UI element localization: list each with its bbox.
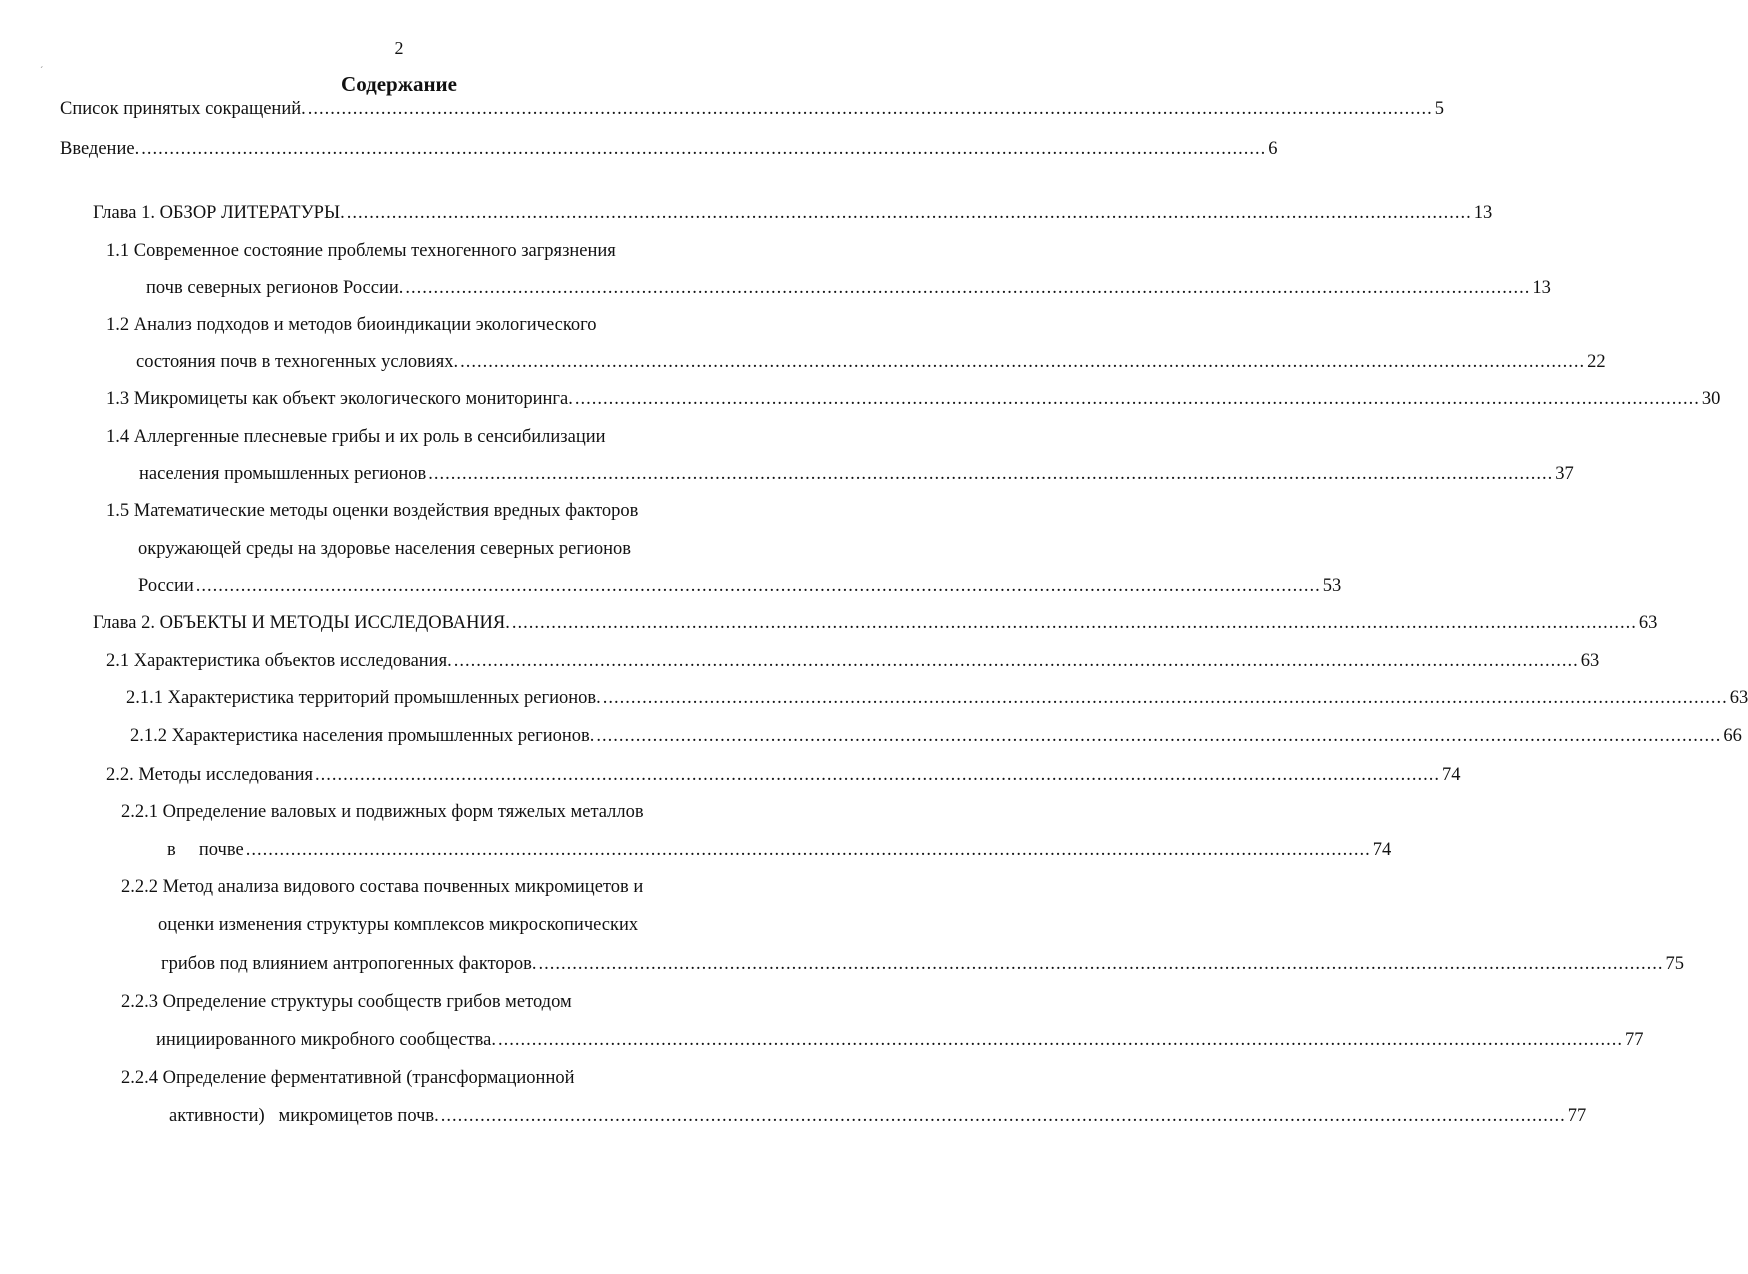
toc-entry-2-2-3[interactable]: [156, 1029, 1644, 1051]
toc-leader: ........................................................................................................................................................................................................: [497, 1030, 1623, 1050]
toc-entry-text: 2.2. Методы исследования: [106, 765, 314, 785]
toc-leader: ........................................................................................................................................................................................................: [195, 576, 1321, 596]
toc-entry-text: Глава 2. ОБЪЕКТЫ И МЕТОДЫ ИССЛЕДОВАНИЯ.: [93, 613, 510, 633]
toc-entry-text: 2.1.2 Характеристика населения промышленных регионов.: [130, 726, 595, 746]
toc-leader: ........................................................................................................................................................................................................: [405, 278, 1531, 298]
toc-entry-1-1-line1: 1.1 Современное состояние проблемы техногенного загрязнения: [106, 241, 616, 261]
toc-entry-text: в почве: [167, 840, 244, 860]
toc-entry-2-2-3-line1: 2.2.3 Определение структуры сообществ грибов методом: [121, 992, 572, 1012]
toc-entry-text: России: [138, 576, 194, 596]
toc-page: 66: [1723, 726, 1742, 746]
toc-entry-2-2-2-line2: оценки изменения структуры комплексов микроскопических: [158, 915, 639, 935]
toc-entry-1-5[interactable]: [138, 575, 1342, 597]
toc-leader: ........................................................................................................................................................................................................: [428, 464, 1554, 484]
toc-entry-text: населения промышленных регионов: [139, 464, 427, 484]
toc-entry-2-2-2[interactable]: [161, 953, 1685, 975]
toc-entry-text: почв северных регионов России.: [146, 278, 404, 298]
scan-mark: ´: [40, 66, 44, 77]
toc-leader: ........................................................................................................................................................................................................: [460, 352, 1586, 372]
toc-page: 5: [1434, 99, 1445, 119]
toc-entry-abbreviations[interactable]: [60, 98, 1445, 120]
toc-entry-2-1-2[interactable]: [130, 725, 1742, 747]
toc-page: 75: [1665, 954, 1685, 974]
toc-entry-text: активности) микромицетов почв.: [169, 1106, 439, 1126]
toc-page: 63: [1638, 613, 1658, 633]
toc-entry-1-2-line1: 1.2 Анализ подходов и методов биоиндикации экологического: [106, 315, 597, 335]
toc-entry-2-2[interactable]: [106, 764, 1461, 786]
toc-entry-2-2-2-line1: 2.2.2 Метод анализа видового состава почвенных микромицетов и: [121, 877, 644, 897]
toc-leader: ........................................................................................................................................................................................................: [574, 389, 1700, 409]
toc-entry-text: 1.3 Микромицеты как объект экологического мониторинга.: [106, 389, 573, 409]
toc-entry-1-2[interactable]: [136, 351, 1606, 373]
page-title: Содержание: [341, 72, 457, 96]
toc-page: 13: [1532, 278, 1551, 298]
page-number: 2: [394, 38, 404, 58]
toc-leader: ........................................................................................................................................................................................................: [307, 99, 1433, 119]
toc-page: 6: [1268, 139, 1278, 159]
toc-leader: ........................................................................................................................................................................................................: [602, 688, 1728, 708]
toc-page: 74: [1442, 765, 1461, 785]
toc-leader: ........................................................................................................................................................................................................: [538, 954, 1664, 974]
toc-page: 37: [1555, 464, 1574, 484]
toc-entry-2-2-1-line1: 2.2.1 Определение валовых и подвижных форм тяжелых металлов: [121, 802, 644, 822]
toc-leader: ........................................................................................................................................................................................................: [453, 651, 1579, 671]
toc-leader: ........................................................................................................................................................................................................: [315, 765, 1441, 785]
toc-entry-1-5-line2: окружающей среды на здоровье населения северных регионов: [138, 539, 631, 559]
toc-entry-2-2-4[interactable]: [169, 1105, 1587, 1127]
toc-leader: ........................................................................................................................................................................................................: [141, 139, 1267, 159]
toc-entry-1-1[interactable]: [146, 277, 1551, 299]
toc-entry-chapter-2[interactable]: [93, 612, 1658, 634]
toc-page: 77: [1624, 1030, 1644, 1050]
toc-page: 22: [1587, 352, 1606, 372]
toc-entry-1-5-line1: 1.5 Математические методы оценки воздействия вредных факторов: [106, 501, 639, 521]
toc-leader: ........................................................................................................................................................................................................: [346, 203, 1472, 223]
toc-leader: ........................................................................................................................................................................................................: [440, 1106, 1566, 1126]
toc-entry-2-2-1[interactable]: [167, 839, 1392, 861]
toc-page: 74: [1372, 840, 1392, 860]
toc-entry-chapter-1[interactable]: [93, 202, 1493, 224]
toc-page: 13: [1473, 203, 1493, 223]
toc-entry-2-1[interactable]: [106, 650, 1600, 672]
toc-entry-text: Глава 1. ОБЗОР ЛИТЕРАТУРЫ.: [93, 203, 345, 223]
toc-entry-1-4-line1: 1.4 Аллергенные плесневые грибы и их роль в сенсибилизации: [106, 427, 606, 447]
toc-leader: ........................................................................................................................................................................................................: [511, 613, 1637, 633]
toc-entry-text: состояния почв в техногенных условиях.: [136, 352, 459, 372]
toc-entry-text: Список принятых сокращений.: [60, 99, 306, 119]
toc-entry-text: инициированного микробного сообщества.: [156, 1030, 496, 1050]
toc-leader: ........................................................................................................................................................................................................: [596, 726, 1722, 746]
toc-entry-text: Введение.: [60, 139, 140, 159]
toc-entry-1-4[interactable]: [139, 463, 1574, 485]
toc-entry-text: 2.1 Характеристика объектов исследования.: [106, 651, 452, 671]
toc-entry-2-2-4-line1: 2.2.4 Определение ферментативной (трансформационной: [121, 1068, 575, 1088]
toc-page: 77: [1567, 1106, 1587, 1126]
toc-entry-text: 2.1.1 Характеристика территорий промышленных регионов.: [126, 688, 601, 708]
toc-entry-1-3[interactable]: [106, 388, 1721, 410]
toc-page: 53: [1322, 576, 1342, 596]
toc-entry-introduction[interactable]: [60, 138, 1278, 160]
toc-page: 63: [1729, 688, 1748, 708]
toc-page: 63: [1580, 651, 1600, 671]
toc-page: 30: [1701, 389, 1721, 409]
toc-entry-2-1-1[interactable]: [126, 687, 1748, 709]
toc-leader: ........................................................................................................................................................................................................: [245, 840, 1371, 860]
toc-entry-text: грибов под влиянием антропогенных факторов.: [161, 954, 537, 974]
